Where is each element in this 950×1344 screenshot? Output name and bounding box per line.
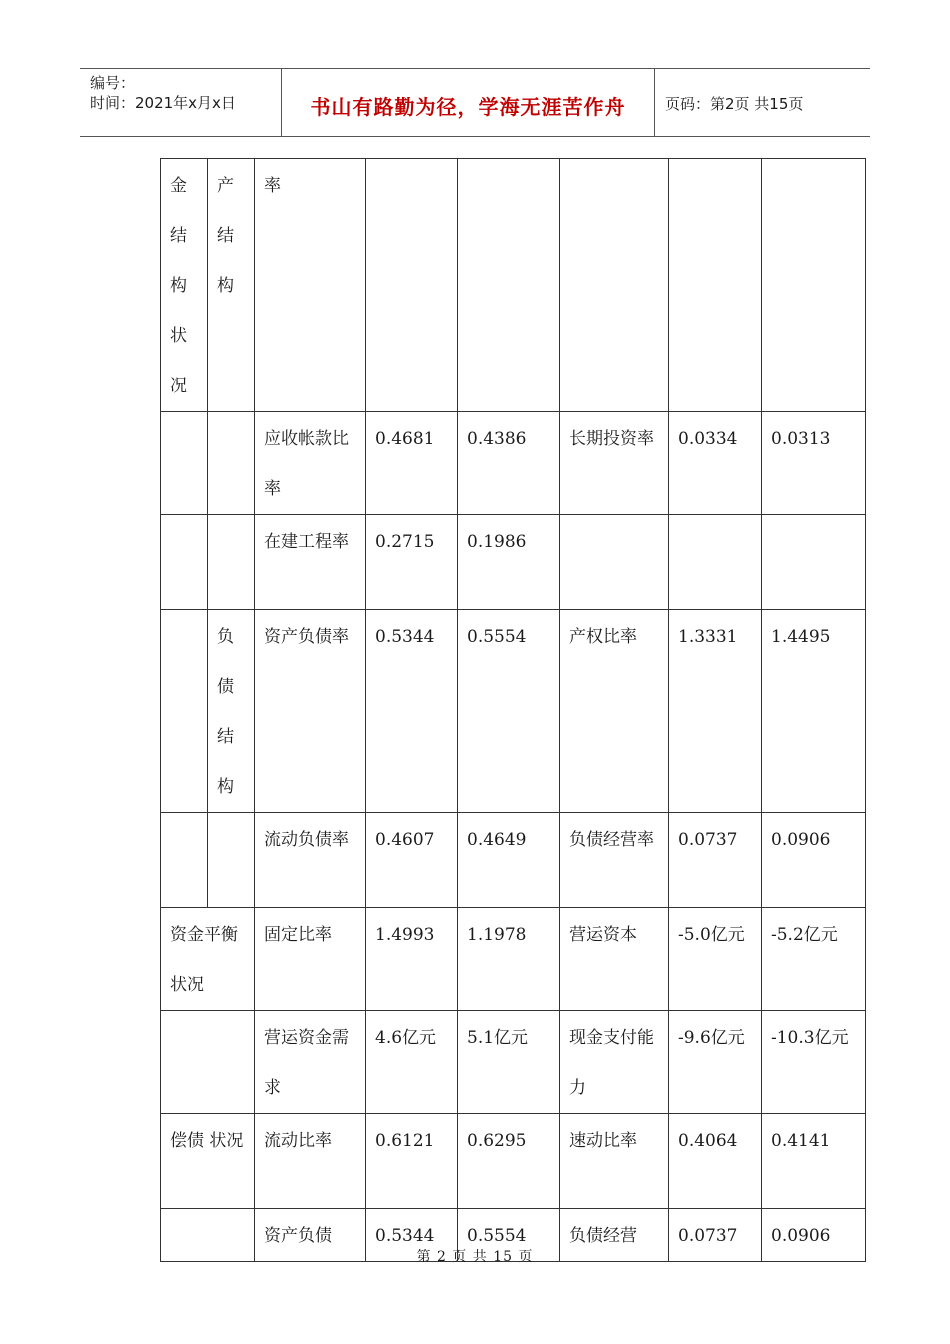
table-row [161, 412, 866, 515]
indicator-cell: 流动负债率 [255, 813, 366, 908]
table-row [161, 1011, 866, 1114]
value-cell: 0.6295 [458, 1114, 560, 1209]
category-cell: 金 结 构 状 况 [161, 159, 208, 412]
value-cell: 1.3331 [669, 610, 762, 813]
value-cell: 4.6亿元 [366, 1011, 458, 1114]
value-cell: 0.0313 [762, 412, 866, 515]
table-row [161, 610, 866, 813]
value-cell: -5.2亿元 [762, 908, 866, 1011]
value-cell: 0.5554 [458, 610, 560, 813]
indicator-cell: 应收帐款比率 [255, 412, 366, 515]
value-cell: 0.5554 [458, 1209, 560, 1262]
indicator-cell: 营运资金需求 [255, 1011, 366, 1114]
indicator-cell: 长期投资率 [560, 412, 669, 515]
category-cell: 资金平衡状况 [161, 908, 255, 1011]
header-meta [90, 73, 236, 113]
header-divider [654, 69, 655, 136]
value-cell: 0.0737 [669, 1209, 762, 1262]
financial-ratio-table [160, 158, 866, 1262]
indicator-cell: 营运资本 [560, 908, 669, 1011]
indicator-cell: 负债经营 [560, 1209, 669, 1262]
value-cell: -5.0亿元 [669, 908, 762, 1011]
value-cell: 0.4649 [458, 813, 560, 908]
value-cell: 0.5344 [366, 1209, 458, 1262]
indicator-cell: 在建工程率 [255, 515, 366, 610]
indicator-cell: 速动比率 [560, 1114, 669, 1209]
value-cell: 0.0334 [669, 412, 762, 515]
category-cell: 偿债 状况 [161, 1114, 255, 1209]
header-motto: 书山有路勤为径，学海无涯苦作舟 [310, 95, 626, 119]
value-cell: 0.4064 [669, 1114, 762, 1209]
value-cell: 5.1亿元 [458, 1011, 560, 1114]
value-cell: 0.4386 [458, 412, 560, 515]
indicator-cell: 负债经营率 [560, 813, 669, 908]
indicator-cell: 资产负债 [255, 1209, 366, 1262]
indicator-cell: 产权比率 [560, 610, 669, 813]
value-cell: 1.1978 [458, 908, 560, 1011]
page-footer: 第 2 页 共 15 页 [416, 1249, 534, 1265]
value-cell: 0.5344 [366, 610, 458, 813]
indicator-cell: 率 [255, 159, 366, 412]
time-label: 时间：2021年x月x日 [90, 94, 236, 112]
value-cell: 0.0906 [762, 813, 866, 908]
value-cell: 0.0737 [669, 813, 762, 908]
value-cell: 0.2715 [366, 515, 458, 610]
value-cell: -9.6亿元 [669, 1011, 762, 1114]
value-cell: -10.3亿元 [762, 1011, 866, 1114]
header-page-info: 页码：第2页 共15页 [665, 95, 804, 113]
subcategory-cell: 负 债 结 构 [208, 610, 255, 813]
value-cell: 1.4993 [366, 908, 458, 1011]
table-row [161, 813, 866, 908]
table-row [161, 515, 866, 610]
indicator-cell: 现金支付能力 [560, 1011, 669, 1114]
value-cell: 1.4495 [762, 610, 866, 813]
value-cell: 0.6121 [366, 1114, 458, 1209]
indicator-cell: 固定比率 [255, 908, 366, 1011]
table-row [161, 1114, 866, 1209]
value-cell: 0.0906 [762, 1209, 866, 1262]
table-row [161, 159, 866, 412]
table-row [161, 908, 866, 1011]
subcategory-cell: 产 结 构 [208, 159, 255, 412]
page-header [80, 68, 870, 137]
indicator-cell: 流动比率 [255, 1114, 366, 1209]
number-label: 编号： [90, 74, 136, 92]
value-cell: 0.4607 [366, 813, 458, 908]
value-cell: 0.4141 [762, 1114, 866, 1209]
value-cell: 0.1986 [458, 515, 560, 610]
indicator-cell: 资产负债率 [255, 610, 366, 813]
value-cell: 0.4681 [366, 412, 458, 515]
